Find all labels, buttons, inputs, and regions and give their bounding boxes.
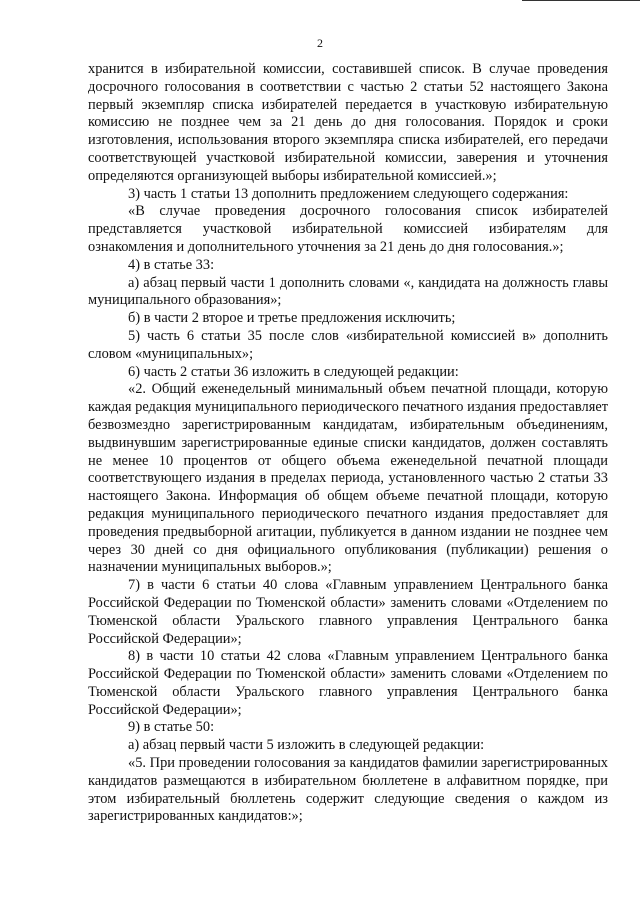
paragraph-item-9a: а) абзац первый части 5 изложить в следующей редакции: <box>128 737 485 754</box>
paragraph-item-8: 8) в части 10 статьи 42 слова «Главным управлением Центрального банка Российской Федерации по Тюменской области» заменить словами «Отделением по Тюменской области Уральского главного управления Центрального банка Российской Федерации»; <box>88 648 608 718</box>
document-body <box>88 61 608 826</box>
paragraph-quote-article-50: «5. При проведении голосования за кандидатов фамилии зарегистрированных кандидатов размещаются в избирательном бюллетене в алфавитном порядке, при этом избирательный бюллетень содержит следующие сведения о каждом из зарегистрированных кандидатов:»; <box>88 755 608 825</box>
page-number: 2 <box>317 36 323 50</box>
paragraph-item-3: 3) часть 1 статьи 13 дополнить предложением следующего содержания: <box>128 185 569 202</box>
paragraph-quote-article-36: «2. Общий еженедельный минимальный объем печатной площади, которую каждая редакция муниципального периодического печатного издания предоставляет безвозмездно зарегистрированным кандидатам, избирательным объединениям, выдвинувшим зарегистрированные единые списки кандидатов, должен составлять не менее 10 процентов от общего объема еженедельной печатной площади соответствующего издания в пределах периода, установленного частью 2 статьи 33 настоящего Закона. Информация об общем объеме печатной площади, которую редакция муниципального периодического печатного издания предоставляет для проведения предвыборной агитации, публикуется в данном издании не позднее чем через 30 дней со дня официального опубликования (публикации) решения о назначении муниципальных выборов.»; <box>88 381 608 576</box>
paragraph-quote-article-13: «В случае проведения досрочного голосования список избирателей представляется участковой избирательной комиссией избирателям для ознакомления и дополнительного уточнения за 21 день до дня голосования.»; <box>88 203 608 255</box>
top-edge-line <box>522 0 640 1</box>
paragraph-item-5: 5) часть 6 статьи 35 после слов «избирательной комиссией в» дополнить словом «муниципальных»; <box>88 327 608 362</box>
paragraph-item-4: 4) в статье 33: <box>128 256 215 273</box>
paragraph-item-4a: а) абзац первый части 1 дополнить словами «, кандидата на должность главы муниципального образования»; <box>88 274 608 309</box>
paragraph-item-7: 7) в части 6 статьи 40 слова «Главным управлением Центрального банка Российской Федерации по Тюменской области» заменить словами «Отделением по Тюменской области Уральского главного управления Центрального банка Российской Федерации»; <box>88 577 608 647</box>
paragraph-item-6: 6) часть 2 статьи 36 изложить в следующей редакции: <box>128 363 459 380</box>
paragraph-item-9: 9) в статье 50: <box>128 719 215 736</box>
paragraph-item-4b: б) в части 2 второе и третье предложения исключить; <box>128 310 456 327</box>
paragraph-continuation: хранится в избирательной комиссии, составившей список. В случае проведения досрочного голосования в соответствии с частью 2 статьи 52 настоящего Закона первый экземпляр списка избирателей передается в участковую избирательную комиссию не позднее чем за 21 день до дня голосования. Порядок и сроки изготовления, использования второго экземпляра списка избирателей, его передачи соответствующей участковой избирательной комиссии, заверения и уточнения определяются организующей выборы избирательной комиссией.»; <box>88 61 608 184</box>
